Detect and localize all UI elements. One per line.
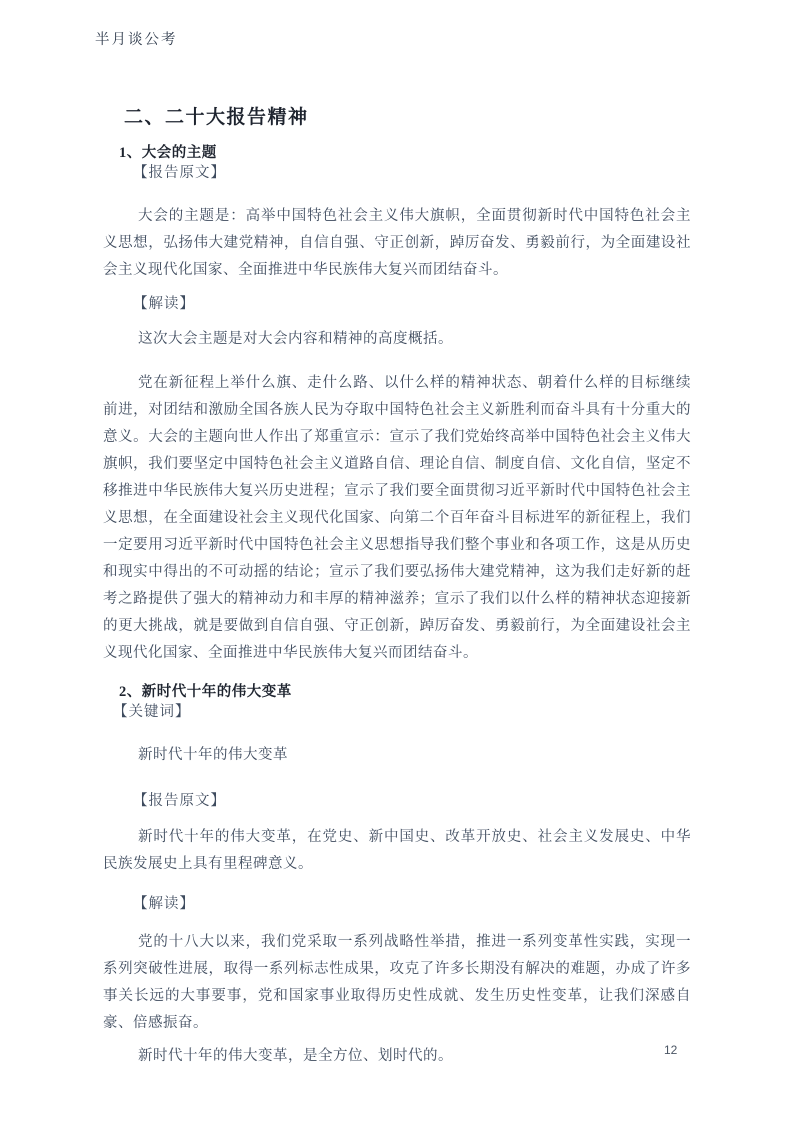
section-1-heading: 1、大会的主题 (119, 145, 217, 161)
body-paragraph: 新时代十年的伟大变革，是全方位、划时代的。 (138, 1048, 453, 1064)
body-paragraph: 党的十八大以来，我们党采取一系列战略性举措，推进一系列变革性实践，实现一系列突破性进展，取得一系列标志性成果，攻克了许多长期没有解决的难题，办成了许多事关长远的大事要事，党和国家事业取得历史性成就、发生历史性变革，让我们深感自豪、倍感振奋。 (103, 934, 691, 1031)
keywords-label: 【关键词】 (113, 704, 191, 720)
document-content (103, 105, 691, 1070)
body-paragraph: 新时代十年的伟大变革，在党史、新中国史、改革开放史、社会主义发展史、中华民族发展史上具有里程碑意义。 (103, 829, 691, 872)
body-paragraph: 大会的主题是：高举中国特色社会主义伟大旗帜，全面贯彻新时代中国特色社会主义思想，弘扬伟大建党精神，自信自强、守正创新，踔厉奋发、勇毅前行，为全面建设社会主义现代化国家、全面推进中华民族伟大复兴而团结奋斗。 (103, 208, 691, 278)
report-original-label: 【报告原文】 (133, 165, 226, 181)
interpretation-label: 【解读】 (133, 296, 195, 312)
body-paragraph: 党在新征程上举什么旗、走什么路、以什么样的精神状态、朝着什么样的目标继续前进，对团结和激励全国各族人民为夺取中国特色社会主义新胜利而奋斗具有十分重大的意义。大会的主题向世人作出了郑重宣示：宣示了我们党始终高举中国特色社会主义伟大旗帜，我们要坚定中国特色社会主义道路自信、理论自信、制度自信、文化自信，坚定不移推进中华民族伟大复兴历史进程；宣示了我们要全面贯彻习近平新时代中国特色社会主义思想，在全面建设社会主义现代化国家、向第二个百年奋斗目标进军的新征程上，我们一定要用习近平新时代中国特色社会主义思想指导我们整个事业和各项工作，这是从历史和现实中得出的不可动摇的结论；宣示了我们要弘扬伟大建党精神，这为我们走好新的赶考之路提供了强大的精神动力和丰厚的精神滋养；宣示了我们以什么样的精神状态迎接新的更大挑战，就是要做到自信自强、守正创新，踔厉奋发、勇毅前行，为全面建设社会主义现代化国家、全面推进中华民族伟大复兴而团结奋斗。 (103, 375, 691, 661)
keyword-paragraph: 新时代十年的伟大变革 (138, 747, 288, 763)
document-title: 二、二十大报告精神 (124, 107, 309, 128)
interpretation-label: 【解读】 (133, 896, 195, 912)
page-number: 12 (664, 1043, 678, 1057)
report-original-label: 【报告原文】 (133, 793, 226, 809)
page-header-brand: 半月谈公考 (95, 32, 178, 48)
body-paragraph: 这次大会主题是对大会内容和精神的高度概括。 (138, 331, 453, 347)
section-2-heading: 2、新时代十年的伟大变革 (119, 684, 292, 700)
